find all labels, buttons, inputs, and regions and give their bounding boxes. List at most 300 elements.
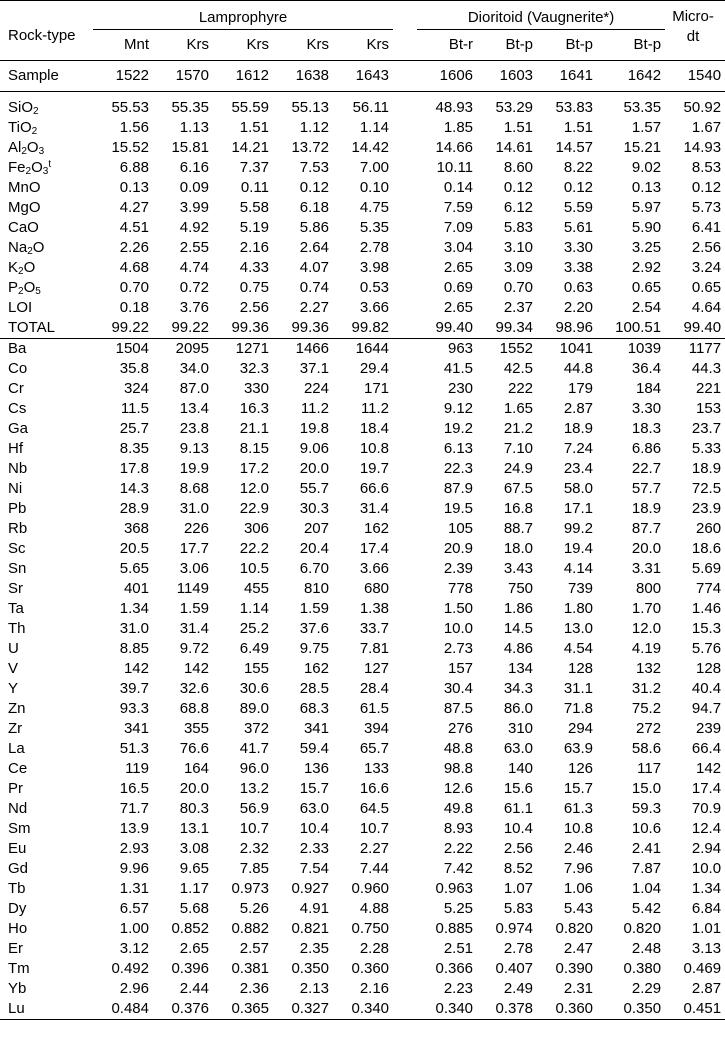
value-cell: 8.93 (443, 820, 474, 837)
value-cell: 76.6 (179, 740, 209, 757)
value-cell: 3.30 (631, 400, 662, 417)
value-cell: 40.4 (691, 680, 722, 697)
value-cell: 171 (364, 380, 390, 397)
value-cell: 222 (508, 380, 534, 397)
value-cell: 0.53 (359, 279, 390, 296)
value-cell: 18.6 (691, 540, 722, 557)
gap-cell (393, 318, 417, 339)
value-cell: 17.2 (239, 460, 269, 477)
gap-cell (393, 679, 417, 699)
element-label: Pb (8, 500, 27, 517)
value-cell: 136 (303, 760, 329, 777)
element-label: Ce (8, 760, 28, 777)
value-cell: 31.4 (359, 500, 390, 517)
value-cell: 0.63 (563, 279, 594, 296)
value-cell: 3.76 (179, 299, 209, 316)
value-cell: 0.927 (291, 880, 329, 897)
value-cell: 89.0 (239, 700, 269, 717)
value-cell: 310 (508, 720, 534, 737)
value-cell: 7.54 (299, 860, 329, 877)
gap-cell (393, 258, 417, 278)
value-cell: 2.65 (443, 259, 474, 276)
value-cell: 18.9 (631, 500, 662, 517)
value-cell: 9.02 (631, 159, 662, 176)
value-cell: 3.12 (119, 940, 149, 957)
value-cell: 57.7 (631, 480, 662, 497)
value-cell: 2.87 (563, 400, 594, 417)
value-cell: 774 (696, 580, 722, 597)
value-cell: 53.83 (555, 99, 594, 116)
value-cell: 7.53 (299, 159, 329, 176)
value-cell: 59.3 (631, 800, 662, 817)
value-cell: 3.08 (179, 840, 209, 857)
oxide-label-base: Al (8, 139, 22, 156)
element-label: Sm (8, 820, 31, 837)
value-cell: 1552 (499, 340, 534, 357)
value-cell: 7.85 (239, 860, 269, 877)
value-cell: 17.1 (563, 500, 594, 517)
oxide-label (0, 198, 93, 218)
value-cell: 2.46 (563, 840, 594, 857)
oxide-label-base: TOTAL (8, 319, 55, 336)
value-cell: 16.8 (503, 500, 534, 517)
value-cell: 2.29 (631, 980, 662, 997)
value-cell: 6.16 (179, 159, 209, 176)
value-cell: 2.78 (503, 940, 534, 957)
value-cell: 0.13 (631, 179, 662, 196)
value-cell: 5.86 (299, 219, 329, 236)
value-cell: 1540 (665, 61, 725, 92)
gap-cell (393, 479, 417, 499)
value-cell: 1.51 (239, 119, 269, 136)
element-label: Ho (8, 920, 28, 937)
value-cell: 0.70 (119, 279, 149, 296)
value-cell: 750 (508, 580, 534, 597)
value-cell: 72.5 (691, 480, 722, 497)
value-cell: 41.5 (443, 360, 474, 377)
value-cell: 39.7 (119, 680, 149, 697)
value-cell: 22.2 (239, 540, 269, 557)
value-cell: 239 (696, 720, 722, 737)
value-cell: 55.13 (291, 99, 329, 116)
value-cell: 58.6 (631, 740, 662, 757)
gap-cell (393, 138, 417, 158)
value-cell: 1.14 (239, 600, 269, 617)
value-cell: 0.885 (435, 920, 474, 937)
value-cell: 10.6 (631, 820, 662, 837)
value-cell: 10.4 (299, 820, 329, 837)
value-cell: 2.92 (631, 259, 662, 276)
value-cell: 1.85 (443, 119, 474, 136)
trace-row (0, 999, 725, 1020)
value-cell: 24.9 (503, 460, 534, 477)
value-cell: 6.49 (239, 640, 269, 657)
value-cell: 19.5 (443, 500, 474, 517)
oxide-label-after: O (23, 279, 36, 296)
value-cell: 4.54 (563, 640, 594, 657)
gap-cell (393, 238, 417, 258)
value-cell: 30.6 (239, 680, 269, 697)
value-cell: 5.19 (239, 219, 269, 236)
value-cell: 0.469 (683, 960, 722, 977)
value-cell: 9.96 (119, 860, 149, 877)
value-cell: 19.4 (563, 540, 594, 557)
value-cell: 8.53 (691, 159, 722, 176)
value-cell: 184 (636, 380, 662, 397)
trace-row (0, 359, 725, 379)
value-cell: 132 (636, 660, 662, 677)
value-cell: 9.06 (299, 440, 329, 457)
trace-row (0, 739, 725, 759)
value-cell: 9.72 (179, 640, 209, 657)
value-cell: 4.88 (359, 900, 390, 917)
value-cell: 0.360 (351, 960, 390, 977)
value-cell: 87.0 (179, 380, 209, 397)
value-cell: 1.34 (119, 600, 149, 617)
value-cell: 31.0 (119, 620, 149, 637)
value-cell: 19.8 (299, 420, 329, 437)
value-cell: 8.52 (503, 860, 534, 877)
gap-cell (393, 699, 417, 719)
value-cell: 0.963 (435, 880, 474, 897)
element-label: Lu (0, 999, 93, 1020)
value-cell: 3.04 (443, 239, 474, 256)
value-cell: 5.76 (691, 640, 722, 657)
type-row (0, 30, 725, 61)
trace-row (0, 659, 725, 679)
element-label: Dy (8, 900, 27, 917)
value-cell: 1.57 (631, 119, 662, 136)
oxide-label (0, 178, 93, 198)
value-cell: 23.7 (691, 420, 722, 437)
gap-cell (393, 759, 417, 779)
value-cell: 0.14 (443, 179, 474, 196)
value-cell: 126 (568, 760, 594, 777)
value-cell: 88.7 (503, 520, 534, 537)
value-cell: 18.0 (503, 540, 534, 557)
value-cell: 739 (568, 580, 594, 597)
value-cell: 18.9 (563, 420, 594, 437)
oxide-label (0, 318, 93, 339)
value-cell: 15.81 (171, 139, 209, 156)
element-label: Ta (8, 600, 24, 617)
value-cell: 36.4 (631, 360, 662, 377)
value-cell: 16.6 (359, 780, 390, 797)
type-cell: Mnt (93, 30, 153, 61)
value-cell: 9.13 (179, 440, 209, 457)
lamprophyre-group-header: Lamprophyre (93, 1, 393, 30)
value-cell: 18.4 (359, 420, 390, 437)
value-cell: 32.6 (179, 680, 209, 697)
oxide-row (0, 138, 725, 158)
value-cell: 2.28 (359, 940, 390, 957)
value-cell: 1.86 (503, 600, 534, 617)
element-label: U (8, 640, 19, 657)
gap-cell (393, 899, 417, 919)
value-cell: 64.5 (359, 800, 390, 817)
element-label: La (8, 740, 25, 757)
value-cell: 5.97 (631, 199, 662, 216)
value-cell: 13.1 (179, 820, 209, 837)
value-cell: 260 (696, 520, 722, 537)
value-cell: 5.69 (691, 560, 722, 577)
oxide-label-base: P (8, 279, 19, 296)
value-cell: 48.8 (443, 740, 474, 757)
value-cell: 4.75 (359, 199, 390, 216)
value-cell: 98.96 (537, 318, 597, 339)
type-cell: Krs (333, 30, 393, 61)
value-cell: 3.09 (503, 259, 534, 276)
value-cell: 13.0 (563, 620, 594, 637)
value-cell: 133 (364, 760, 390, 777)
value-cell: 2095 (175, 340, 209, 357)
trace-row (0, 399, 725, 419)
value-cell: 4.19 (631, 640, 662, 657)
value-cell: 6.41 (691, 219, 722, 236)
value-cell: 20.0 (179, 780, 209, 797)
value-cell: 17.4 (359, 540, 390, 557)
gap-cell (393, 579, 417, 599)
value-cell: 8.15 (239, 440, 269, 457)
value-cell: 1039 (627, 340, 662, 357)
value-cell: 55.59 (231, 99, 269, 116)
oxide-label-after: O (26, 139, 39, 156)
gap-cell (393, 739, 417, 759)
value-cell: 12.0 (239, 480, 269, 497)
value-cell: 1.00 (119, 920, 149, 937)
value-cell: 14.42 (351, 139, 390, 156)
sample-row (0, 61, 725, 92)
element-label: Ga (8, 420, 29, 437)
value-cell: 272 (636, 720, 662, 737)
value-cell: 6.18 (299, 199, 329, 216)
value-cell: 14.57 (555, 139, 594, 156)
trace-row (0, 799, 725, 819)
value-cell: 0.378 (477, 999, 537, 1020)
value-cell: 3.98 (359, 259, 390, 276)
value-cell: 22.7 (631, 460, 662, 477)
value-cell: 3.25 (631, 239, 662, 256)
oxide-label-sub2: 3 (38, 146, 45, 157)
value-cell: 12.0 (631, 620, 662, 637)
gap-cell (393, 939, 417, 959)
value-cell: 10.5 (239, 560, 269, 577)
value-cell: 5.68 (179, 900, 209, 917)
value-cell: 128 (696, 660, 722, 677)
value-cell: 7.96 (563, 860, 594, 877)
value-cell: 2.27 (359, 840, 390, 857)
trace-row (0, 939, 725, 959)
value-cell: 0.484 (93, 999, 153, 1020)
element-label: Hf (8, 440, 23, 457)
value-cell: 18.9 (691, 460, 722, 477)
element-label: Pr (8, 780, 23, 797)
value-cell: 10.7 (239, 820, 269, 837)
value-cell: 15.7 (299, 780, 329, 797)
value-cell: 11.2 (360, 400, 390, 417)
value-cell: 153 (696, 400, 722, 417)
value-cell: 306 (243, 520, 269, 537)
oxide-row (0, 258, 725, 278)
value-cell: 28.5 (299, 680, 329, 697)
element-label: Rb (8, 520, 28, 537)
value-cell: 10.0 (443, 620, 474, 637)
value-cell: 4.27 (119, 199, 149, 216)
value-cell: 1641 (537, 61, 597, 92)
value-cell: 1.34 (691, 880, 722, 897)
element-label: Tb (8, 880, 26, 897)
value-cell: 5.58 (239, 199, 269, 216)
value-cell: 142 (183, 660, 209, 677)
value-cell: 155 (243, 660, 269, 677)
type-cell: Krs (153, 30, 213, 61)
element-label: Nd (8, 800, 28, 817)
value-cell: 99.82 (333, 318, 393, 339)
value-cell: 800 (636, 580, 662, 597)
value-cell: 22.3 (443, 460, 474, 477)
oxide-label (0, 298, 93, 318)
value-cell: 164 (183, 760, 209, 777)
gap-cell (393, 639, 417, 659)
value-cell: 680 (364, 580, 390, 597)
value-cell: 1522 (93, 61, 153, 92)
value-cell: 1.51 (503, 119, 534, 136)
value-cell: 0.390 (555, 960, 594, 977)
value-cell: 2.65 (443, 299, 474, 316)
oxide-label-base: CaO (8, 219, 39, 236)
value-cell: 3.66 (359, 299, 390, 316)
oxide-label-sub: 2 (31, 126, 38, 137)
value-cell: 2.31 (563, 980, 594, 997)
gap-cell (393, 158, 417, 178)
value-cell: 2.20 (563, 299, 594, 316)
trace-row (0, 539, 725, 559)
value-cell: 0.380 (623, 960, 662, 977)
value-cell: 2.16 (359, 980, 390, 997)
value-cell: 330 (243, 380, 269, 397)
value-cell: 0.75 (239, 279, 269, 296)
value-cell: 100.51 (597, 318, 665, 339)
value-cell: 3.30 (563, 239, 594, 256)
element-label: Sc (8, 540, 26, 557)
value-cell: 105 (448, 520, 474, 537)
value-cell: 1606 (417, 61, 477, 92)
value-cell: 12.6 (443, 780, 474, 797)
value-cell: 0.820 (555, 920, 594, 937)
element-label: Er (8, 940, 23, 957)
value-cell: 20.4 (299, 540, 329, 557)
value-cell: 0.973 (231, 880, 269, 897)
value-cell: 5.59 (563, 199, 594, 216)
value-cell: 2.57 (239, 940, 269, 957)
oxide-label (0, 92, 93, 119)
trace-row (0, 339, 725, 360)
type-cell: Bt-p (477, 30, 537, 61)
gap-cell (393, 198, 417, 218)
value-cell: 778 (448, 580, 474, 597)
type-cell: Bt-p (597, 30, 665, 61)
value-cell: 55.35 (171, 99, 209, 116)
value-cell: 4.14 (563, 560, 594, 577)
value-cell: 20.0 (299, 460, 329, 477)
trace-row (0, 619, 725, 639)
value-cell: 1.12 (299, 119, 329, 136)
value-cell: 963 (448, 340, 474, 357)
value-cell: 1177 (688, 340, 722, 357)
value-cell: 0.366 (435, 960, 474, 977)
value-cell: 5.90 (631, 219, 662, 236)
value-cell: 0.360 (537, 999, 597, 1020)
value-cell: 1.13 (179, 119, 209, 136)
value-cell: 9.12 (443, 400, 474, 417)
element-label: Cs (8, 400, 27, 417)
value-cell: 96.0 (239, 760, 269, 777)
trace-row (0, 599, 725, 619)
oxide-label-after: O (32, 239, 45, 256)
value-cell: 1612 (213, 61, 273, 92)
oxide-label-sub: 2 (27, 246, 33, 257)
value-cell: 48.93 (435, 99, 474, 116)
value-cell: 0.960 (351, 880, 390, 897)
value-cell: 3.06 (179, 560, 209, 577)
trace-row (0, 899, 725, 919)
value-cell: 0.12 (563, 179, 594, 196)
value-cell: 1643 (333, 61, 393, 92)
value-cell: 2.44 (179, 980, 209, 997)
value-cell: 4.07 (299, 259, 329, 276)
value-cell: 7.42 (443, 860, 474, 877)
value-cell: 7.09 (443, 219, 474, 236)
value-cell: 15.21 (623, 139, 662, 156)
value-cell: 2.54 (631, 299, 662, 316)
value-cell: 2.96 (119, 980, 149, 997)
oxide-row (0, 118, 725, 138)
value-cell: 71.8 (563, 700, 594, 717)
value-cell: 42.5 (503, 360, 534, 377)
value-cell: 1271 (235, 340, 269, 357)
value-cell: 2.39 (443, 560, 474, 577)
value-cell: 31.0 (179, 500, 209, 517)
element-label: Yb (8, 980, 27, 997)
trace-row (0, 559, 725, 579)
value-cell: 11.5 (120, 400, 149, 417)
value-cell: 2.65 (179, 940, 209, 957)
trace-row (0, 419, 725, 439)
value-cell: 4.33 (239, 259, 269, 276)
value-cell: 4.51 (119, 219, 149, 236)
type-cell: Bt-r (417, 30, 477, 61)
value-cell: 15.6 (503, 780, 534, 797)
value-cell: 0.11 (240, 179, 269, 196)
value-cell: 5.25 (443, 900, 474, 917)
value-cell: 0.376 (153, 999, 213, 1020)
value-cell: 15.3 (691, 620, 722, 637)
type-cell: Krs (213, 30, 273, 61)
trace-row (0, 679, 725, 699)
value-cell: 324 (123, 380, 149, 397)
value-cell: 1.67 (691, 119, 722, 136)
type-gap (393, 30, 417, 61)
element-label: Gd (8, 860, 29, 877)
value-cell: 2.32 (239, 840, 269, 857)
value-cell: 0.327 (273, 999, 333, 1020)
trace-row (0, 639, 725, 659)
value-cell: 162 (364, 520, 390, 537)
value-cell: 75.2 (631, 700, 662, 717)
value-cell: 127 (364, 660, 390, 677)
value-cell: 1570 (153, 61, 213, 92)
value-cell: 11.2 (300, 400, 329, 417)
